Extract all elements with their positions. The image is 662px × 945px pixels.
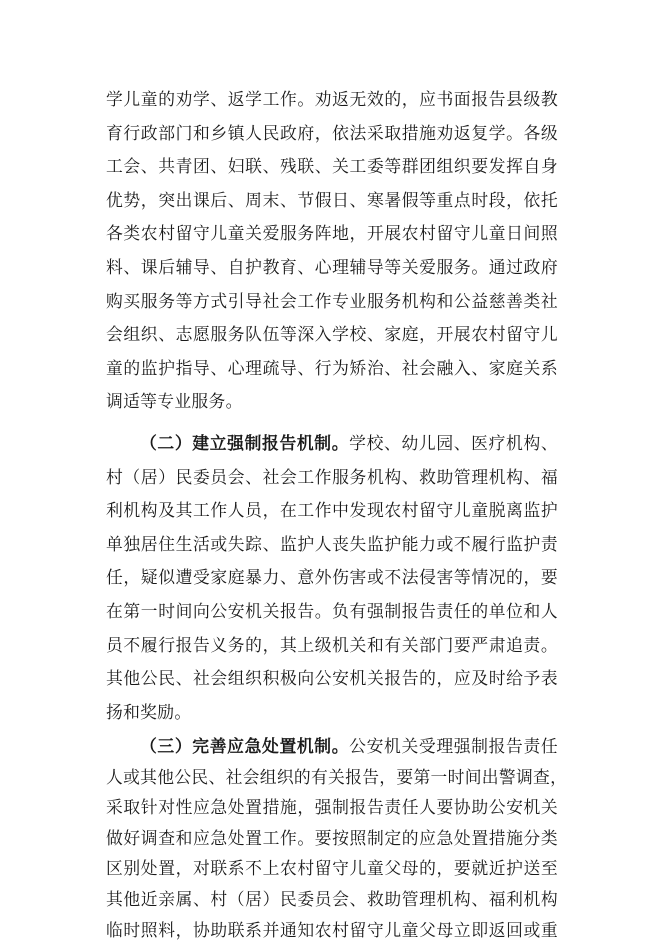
paragraph-2-first-line-text: 学校、幼儿园、医疗机构、	[349, 433, 558, 453]
paragraph-1-line-4: 优势，突出课后、周末、节假日、寒暑假等重点时段，依托	[106, 190, 558, 210]
paragraph-3-first-line	[140, 731, 558, 761]
section-heading-2: （二）建立强制报告机制。	[140, 433, 350, 453]
paragraph-2-line-9: 扬和奖励。	[106, 702, 192, 722]
paragraph-2-line-8: 其他公民、社会组织积极向公安机关报告的，应及时给予表	[106, 668, 558, 688]
paragraph-2-line-3: 利机构及其工作人员，在工作中发现农村留守儿童脱离监护	[106, 500, 558, 520]
paragraph-1-line-10: 调适等专业服务。	[106, 391, 243, 411]
paragraph-1-line-3: 工会、共青团、妇联、残联、关工委等群团组织要发挥自身	[106, 156, 558, 176]
paragraph-3-line-2: 人或其他公民、社会组织的有关报告，要第一时间出警调查，	[106, 767, 568, 787]
paragraph-2-line-2: 村（居）民委员会、社会工作服务机构、救助管理机构、福	[106, 467, 558, 487]
paragraph-2-line-6: 在第一时间向公安机关报告。负有强制报告责任的单位和人	[106, 601, 558, 621]
paragraph-3-line-4: 做好调查和应急处置工作。要按照制定的应急处置措施分类	[106, 828, 558, 848]
paragraph-1-line-6: 料、课后辅导、自护教育、心理辅导等关爱服务。通过政府	[106, 257, 558, 277]
paragraph-3-first-line-text: 公安机关受理强制报告责任	[349, 736, 558, 756]
paragraph-1-line-7: 购买服务等方式引导社会工作专业服务机构和公益慈善类社	[106, 291, 558, 311]
paragraph-3-line-7: 临时照料，协助联系并通知农村留守儿童父母立即返回或重	[106, 920, 558, 940]
paragraph-3-line-6: 其他近亲属、村（居）民委员会、救助管理机构、福利机构	[106, 889, 558, 909]
paragraph-1-line-1: 学儿童的劝学、返学工作。劝返无效的，应书面报告县级教	[106, 89, 558, 109]
paragraph-2-line-7: 员不履行报告义务的，其上级机关和有关部门要严肃追责。	[106, 635, 558, 655]
paragraph-1-line-5: 各类农村留守儿童关爱服务阵地，开展农村留守儿童日间照	[106, 223, 558, 243]
paragraph-1-line-8: 会组织、志愿服务队伍等深入学校、家庭，开展农村留守儿	[106, 324, 558, 344]
paragraph-2-first-line	[140, 428, 558, 458]
paragraph-1-line-2: 育行政部门和乡镇人民政府，依法采取措施劝返复学。各级	[106, 123, 558, 143]
paragraph-3-line-3: 采取针对性应急处置措施，强制报告责任人要协助公安机关	[106, 797, 558, 817]
section-heading-3: （三）完善应急处置机制。	[140, 736, 350, 756]
paragraph-1-line-9: 童的监护指导、心理疏导、行为矫治、社会融入、家庭关系	[106, 358, 558, 378]
paragraph-3-line-5: 区别处置，对联系不上农村留守儿童父母的，要就近护送至	[106, 858, 558, 878]
paragraph-2-line-5: 任，疑似遭受家庭暴力、意外伤害或不法侵害等情况的，要	[106, 567, 558, 587]
paragraph-2-line-4: 单独居住生活或失踪、监护人丧失监护能力或不履行监护责	[106, 534, 558, 554]
